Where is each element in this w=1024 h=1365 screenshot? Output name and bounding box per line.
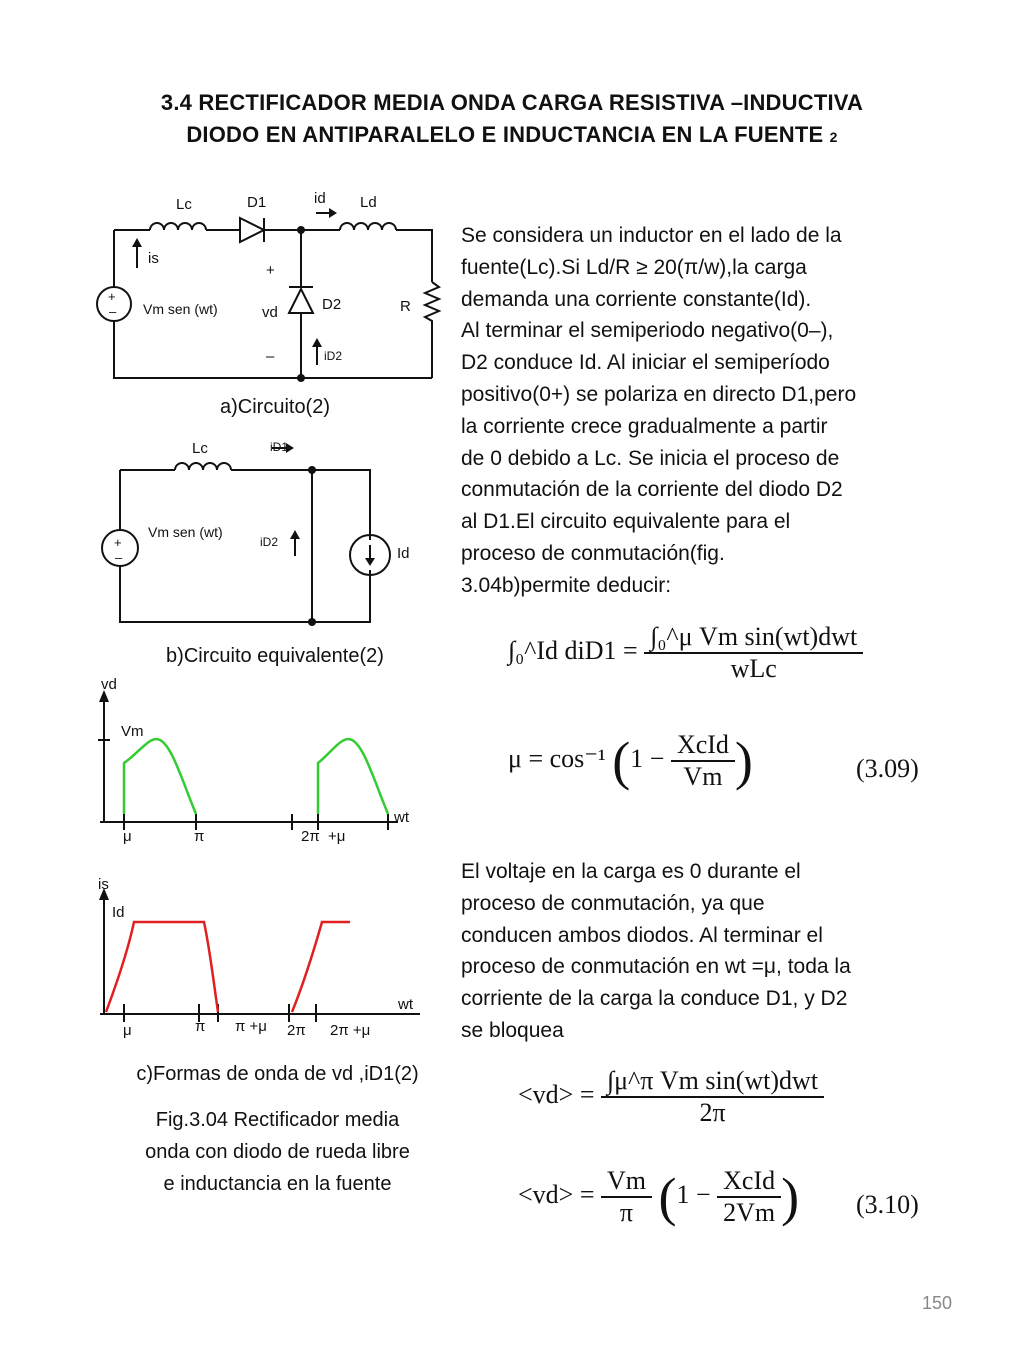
circuit-b-label-lc: Lc xyxy=(192,440,208,457)
eq1-fraction xyxy=(644,622,863,684)
page-number: 150 xyxy=(922,1293,953,1313)
circuit-a-label-minus: – xyxy=(266,348,275,365)
vd-axis-label: vd xyxy=(101,676,117,693)
paragraph-1-line: Se considera un inductor en el lado de la xyxy=(461,224,842,247)
source-b-plus-sign: + xyxy=(114,535,122,550)
page-title-line2-text: DIODO EN ANTIPARALELO E INDUCTANCIA EN LA FUENTE xyxy=(186,122,824,147)
is-tick-pi-mu: π +μ xyxy=(235,1018,267,1035)
is-tick-pi: π xyxy=(195,1018,206,1035)
paragraph-1-line: proceso de conmutación(fig. xyxy=(461,541,725,565)
circuit-a-label-vm: Vm sen (wt) xyxy=(143,301,218,317)
figure-caption-line1: Fig.3.04 Rectificador media xyxy=(155,1109,400,1131)
is-axis-label: is xyxy=(98,876,109,893)
eq309-lhs: μ = cos⁻¹ xyxy=(508,743,606,773)
circuit-a-label-d1: D1 xyxy=(247,194,267,211)
figure-caption-line3: e inductancia en la fuente xyxy=(163,1173,392,1195)
circuit-a-label-lc: Lc xyxy=(176,196,192,213)
circuit-a-label-id2: iD2 xyxy=(324,349,343,363)
figure-caption-line2: onda con diodo de rueda libre xyxy=(145,1141,410,1163)
figure-caption xyxy=(100,1104,455,1200)
vd-tick-pi: π xyxy=(194,828,205,845)
eq309-inner-left: 1 − xyxy=(630,743,665,773)
eq1-denominator: wLc xyxy=(644,652,863,684)
eq310-inner-left: 1 − xyxy=(676,1179,711,1209)
vd-tick-2pi-mu: 2π +μ xyxy=(301,828,346,845)
paragraph-1-line: de 0 debido a Lc. Se inicia el proceso de xyxy=(461,446,840,470)
circuit-b-label-id: Id xyxy=(397,545,410,562)
paragraph-2-line: proceso de conmutación en wt =μ, toda la xyxy=(461,955,851,979)
is-pulse-2 xyxy=(292,922,350,1012)
eq310-paren-close: ) xyxy=(781,1167,800,1227)
eq310-denominator-1: π xyxy=(601,1196,652,1228)
paragraph-1-line: D2 conduce Id. Al iniciar el semiperíodo xyxy=(461,351,830,375)
eq2-numerator: ∫μ^π Vm sin(wt)dwt xyxy=(607,1066,819,1095)
circuit-a-label-ld: Ld xyxy=(360,194,377,211)
eq310-lhs: <vd> = xyxy=(518,1179,595,1209)
eq310-numerator-2: XcId xyxy=(723,1166,776,1195)
circuit-a-label-r: R xyxy=(400,298,411,315)
paragraph-1-line: conmutación de la corriente del diodo D2 xyxy=(461,478,843,502)
paragraph-2 xyxy=(461,856,929,1047)
equation-3-10-number: (3.10) xyxy=(856,1190,919,1219)
equation-average-voltage xyxy=(518,1066,824,1128)
is-tick-2pi-mu: 2π +μ xyxy=(330,1022,371,1039)
eq310-fraction-2 xyxy=(717,1166,781,1228)
equation-3-09 xyxy=(508,730,753,792)
paragraph-1-line: demanda una corriente constante(Id). xyxy=(461,287,812,311)
eq1-numerator: ∫₀^μ Vm sin(wt)dwt xyxy=(650,622,858,651)
circuit-b-label-id1: iD1 xyxy=(270,440,289,454)
paragraph-1-line: Al terminar el semiperiodo negativo(0–), xyxy=(461,319,834,343)
equation-integral-current xyxy=(508,622,863,684)
source-minus-sign: – xyxy=(109,304,117,319)
waveforms-caption: c)Formas de onda de vd ,iD1(2) xyxy=(136,1063,419,1085)
circuit-a-label-id: id xyxy=(314,190,326,207)
eq2-lhs: <vd> = xyxy=(518,1079,595,1109)
vd-peak-label: Vm xyxy=(121,723,144,740)
circuit-a-label-plus: + xyxy=(266,262,275,279)
source-plus-sign: + xyxy=(108,289,116,304)
is-tick-mu: μ xyxy=(123,1022,132,1039)
page-title-line1: 3.4 RECTIFICADOR MEDIA ONDA CARGA RESISTIVA –INDUCTIVA xyxy=(160,90,864,115)
eq2-fraction xyxy=(601,1066,824,1128)
paragraph-1-line: positivo(0+) se polariza en directo D1,pero xyxy=(461,382,857,406)
equation-3-10 xyxy=(518,1166,799,1228)
is-tick-2pi: 2π xyxy=(287,1022,306,1039)
paragraph-1-line: la corriente crece gradualmente a partir xyxy=(461,414,828,438)
eq309-paren-close: ) xyxy=(734,731,753,791)
source-b-minus-sign: – xyxy=(115,550,123,565)
vd-tick-mu: μ xyxy=(123,828,132,845)
circuit-a-label-d2: D2 xyxy=(322,296,342,313)
paragraph-1-line: fuente(Lc).Si Ld/R ≥ 20(π/w),la carga xyxy=(461,255,807,279)
paragraph-2-line: corriente de la carga la conduce D1, y D2 xyxy=(461,987,848,1011)
title-reference: 2 xyxy=(829,129,838,145)
eq310-paren-open: ( xyxy=(658,1167,677,1227)
circuit-a-label-is: is xyxy=(148,250,159,267)
eq309-denominator: Vm xyxy=(671,760,735,792)
circuit-a-caption: a)Circuito(2) xyxy=(219,396,331,418)
eq310-denominator-2: 2Vm xyxy=(717,1196,781,1228)
eq309-fraction xyxy=(671,730,735,792)
eq309-paren-open: ( xyxy=(612,731,631,791)
paragraph-1 xyxy=(461,220,929,602)
eq310-numerator-1: Vm xyxy=(607,1166,646,1195)
paragraph-1-line: al D1.El circuito equivalente para el xyxy=(461,510,791,534)
paragraph-2-line: proceso de conmutación, ya que xyxy=(461,891,765,915)
vd-x-axis-label: wt xyxy=(394,809,409,826)
circuit-b-label-id2: iD2 xyxy=(260,535,279,549)
eq309-numerator: XcId xyxy=(676,730,729,759)
paragraph-1-line: 3.04b)permite deducir: xyxy=(461,573,672,597)
circuit-b-caption: b)Circuito equivalente(2) xyxy=(166,645,384,667)
eq310-fraction-1 xyxy=(601,1166,652,1228)
paragraph-2-line: conducen ambos diodos. Al terminar el xyxy=(461,923,823,947)
paragraph-2-line: se bloquea xyxy=(461,1018,564,1042)
equation-3-09-number: (3.09) xyxy=(856,754,919,783)
is-pulse-1 xyxy=(106,922,218,1012)
paragraph-2-line: El voltaje en la carga es 0 durante el xyxy=(461,860,801,883)
eq1-lhs: ∫₀^Id diD1 = xyxy=(508,635,638,665)
circuit-b-label-vm: Vm sen (wt) xyxy=(148,524,223,540)
is-x-axis-label: wt xyxy=(398,996,413,1013)
is-level-label: Id xyxy=(112,904,125,921)
eq2-denominator: 2π xyxy=(601,1096,824,1128)
circuit-a-label-vd: vd xyxy=(262,304,278,321)
